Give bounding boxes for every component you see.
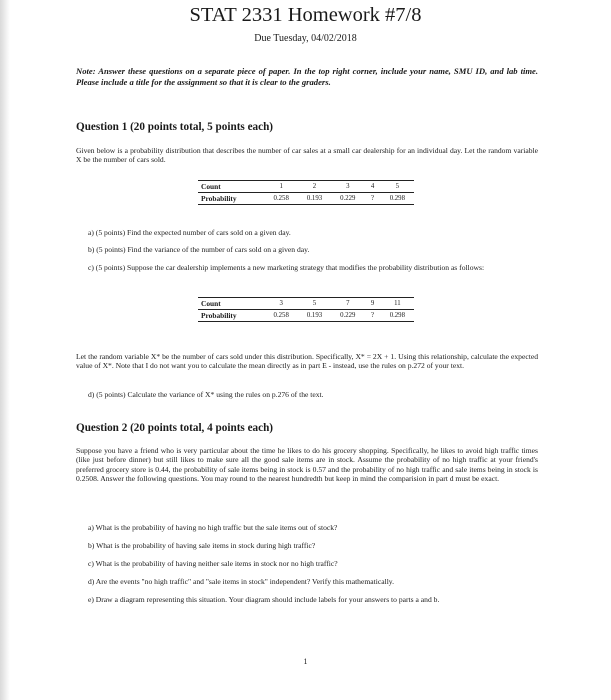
q2-part-b: b) What is the probability of having sale items in stock during high traffic? [88,541,316,550]
table-cell: ? [364,193,380,205]
document-title: STAT 2331 Homework #7/8 [189,4,422,26]
table-cell: 0.298 [381,193,414,205]
table-cell: 11 [381,298,414,310]
table-cell: 4 [364,181,380,193]
table-row [198,193,414,205]
question-1-intro: Given below is a probability distribution that describes the number of car sales at a small car dealership for an individual day. Let the random variable X be the number of cars sold. [76,146,538,165]
q1-part-b: b) (5 points) Find the variance of the number of cars sold on a given day. [88,245,310,254]
table-cell: 1 [265,181,298,193]
question-2-heading: Question 2 (20 points total, 4 points each) [76,422,274,434]
table-row [198,310,414,322]
table-cell: 0.258 [265,310,298,322]
table-cell: 5 [381,181,414,193]
q2-part-e: e) Draw a diagram representing this situation. Your diagram should include labels for your answers to parts a and b. [88,595,440,604]
distribution-table-1 [198,180,414,205]
page-number: 1 [303,657,308,666]
table-row [198,181,414,193]
q2-part-c: c) What is the probability of having neither sale items in stock nor no high traffic? [88,559,338,568]
table-cell: 0.258 [265,193,298,205]
distribution-table-2 [198,297,414,322]
question-2-intro: Suppose you have a friend who is very particular about the time he likes to do his grocery shopping. Specifically, he likes to avoid high traffic times (like just before dinner) but still likes to make sure all the good sale items are in stock. Assume the probability of no high traffic at your friend's preferred grocery store is 0.44, the probability of sale items being in stock is 0.57 and the probability of no high traffic and sale items being in stock is 0.2508. Answer the following questions. You may round to the nearest hundredth but keep in mind the comparision in part d must be exact. [76,446,538,484]
count-label: Count [198,181,265,193]
table-cell: 9 [364,298,380,310]
q2-part-d: d) Are the events "no high traffic" and "sale items in stock" independent? Verify this mathematically. [88,577,395,586]
table-cell: 3 [265,298,298,310]
due-date: Due Tuesday, 04/02/2018 [254,33,357,44]
table-cell: 0.229 [331,310,364,322]
probability-label: Probability [198,193,265,205]
q2-part-a: a) What is the probability of having no high traffic but the sale items out of stock? [88,523,338,532]
table-cell: 7 [331,298,364,310]
table-row [198,298,414,310]
table-cell: 2 [298,181,331,193]
table-cell: 0.193 [298,193,331,205]
probability-label: Probability [198,310,265,322]
question-1-heading: Question 1 (20 points total, 5 points each) [76,121,274,133]
table-cell: 0.229 [331,193,364,205]
table-cell: 0.193 [298,310,331,322]
count-label: Count [198,298,265,310]
instructions-note: Note: Answer these questions on a separate piece of paper. In the top right corner, include your name, SMU ID, and lab time. Please include a title for the assignment so that it is clear to the graders. [76,66,538,87]
table-cell: 3 [331,181,364,193]
table-cell: 0.298 [381,310,414,322]
q1-transformation-text: Let the random variable X* be the number of cars sold under this distribution. Specifically, X* = 2X + 1. Using this relationship, calculate the expected value of X*. Note that I do not want you to calculate the mean directly as in part E - instead, use the rules on p.272 of your text. [76,352,538,371]
q1-part-d: d) (5 points) Calculate the variance of X* using the rules on p.276 of the text. [88,390,324,399]
table-cell: 5 [298,298,331,310]
q1-part-c: c) (5 points) Suppose the car dealership implements a new marketing strategy that modifies the probability distribution as follows: [88,263,485,272]
table-cell: ? [364,310,380,322]
q1-part-a: a) (5 points) Find the expected number of cars sold on a given day. [88,228,291,237]
